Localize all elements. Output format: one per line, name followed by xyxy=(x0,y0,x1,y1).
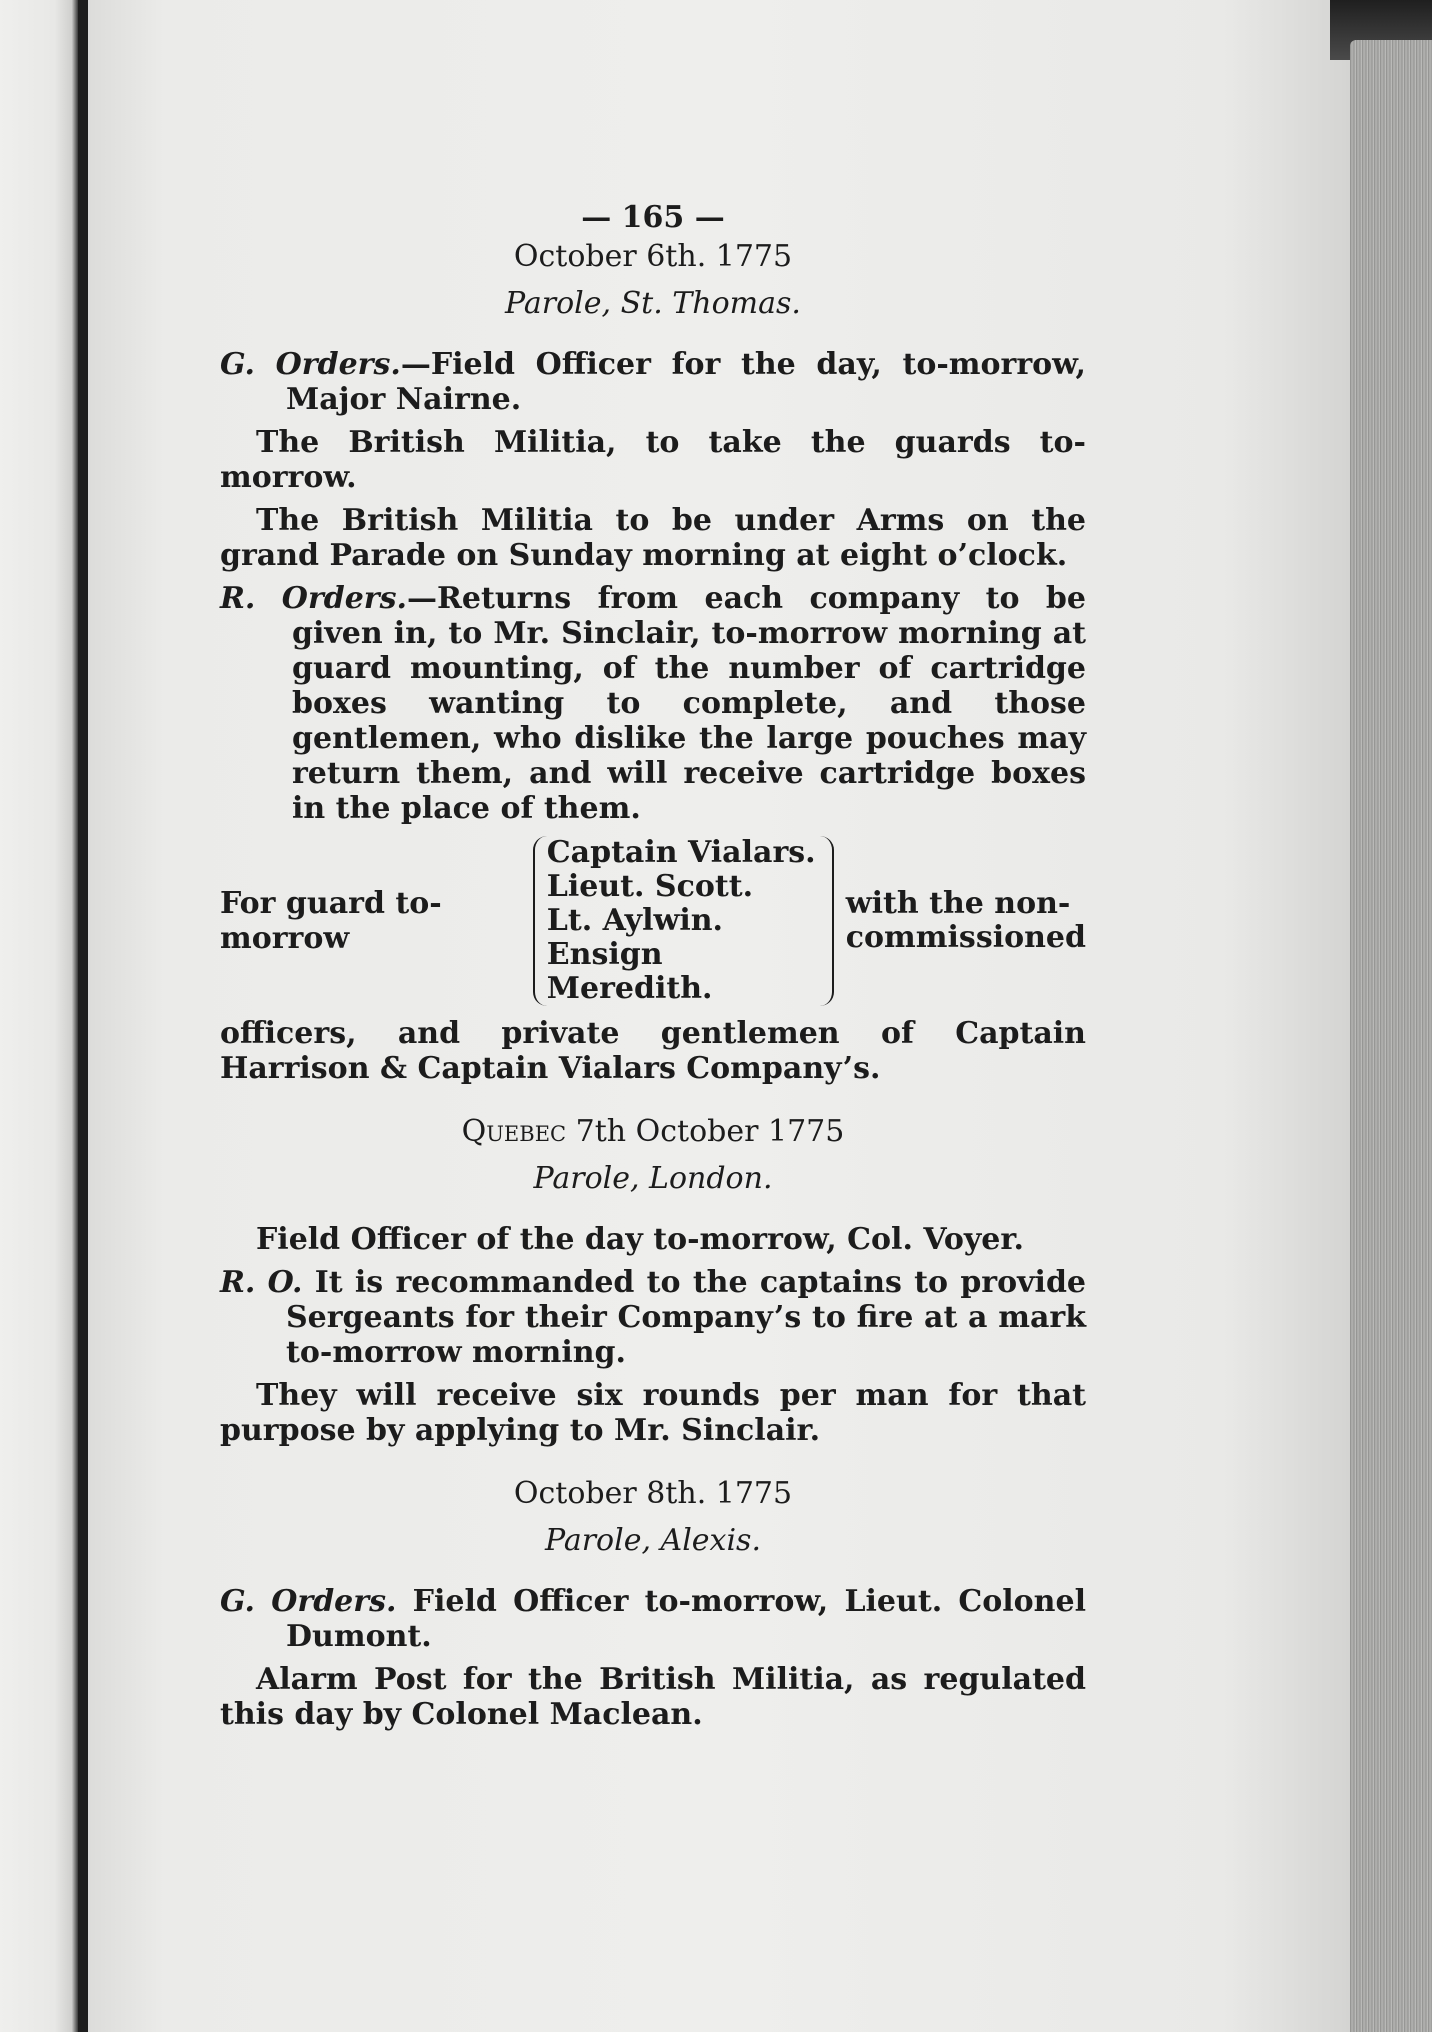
page-number: — 165 — xyxy=(581,200,725,235)
general-orders xyxy=(220,347,1086,417)
entry-parole: Parole, London. xyxy=(533,1161,773,1196)
regimental-orders xyxy=(220,581,1086,826)
left-page-margin xyxy=(0,0,78,2032)
page-edges xyxy=(1350,40,1432,2032)
entry-date: October 8th. 1775 xyxy=(513,1476,793,1511)
orders-label: G. Orders. xyxy=(220,347,401,382)
page-text xyxy=(220,200,1086,1740)
entry-date xyxy=(220,1114,1086,1149)
date-text: 7th October 1775 xyxy=(575,1114,845,1149)
paragraph: The British Militia, to take the guards to-morrow. xyxy=(220,425,1086,495)
paragraph: The British Militia to be under Arms on the grand Parade on Sunday morning at eight o’clock. xyxy=(220,503,1086,573)
guard-officer: Captain Vialars. xyxy=(546,835,816,870)
guard-officers xyxy=(533,836,834,1006)
guard-with-line: commissioned xyxy=(845,920,1086,955)
orders-text: —Field Officer for the day, to-morrow, Major Nairne. xyxy=(286,347,1086,417)
entry-date: October 6th. 1775 xyxy=(513,239,793,274)
guard-officer: Lieut. Scott. xyxy=(546,869,754,904)
entry-parole: Parole, Alexis. xyxy=(544,1523,761,1558)
orders-label: G. Orders. xyxy=(220,1584,397,1619)
guard-with-line: with the non- xyxy=(845,886,1071,921)
orders-label: R. Orders. xyxy=(220,581,407,616)
guard-officer: Ensign Meredith. xyxy=(546,937,713,1006)
guard-officer: Lt. Aylwin. xyxy=(546,903,723,938)
paragraph: They will receive six rounds per man for that purpose by applying to Mr. Sinclair. xyxy=(220,1378,1086,1448)
general-orders xyxy=(220,1584,1086,1654)
regimental-orders xyxy=(220,1265,1086,1370)
orders-label: R. O. xyxy=(220,1265,303,1300)
paragraph: Alarm Post for the British Militia, as regulated this day by Colonel Maclean. xyxy=(220,1662,1086,1732)
book-spine xyxy=(78,0,88,2032)
orders-text: —Returns from each company to be given in, to Mr. Sinclair, to-morrow morning at guard mounting, of the number of cartridge boxes wanting to complete, and those gentlemen, who dislike the large pouches may return them, and will receive cartridge boxes in the place of them. xyxy=(292,581,1086,826)
paragraph: Field Officer of the day to-morrow, Col. Voyer. xyxy=(256,1222,1024,1257)
date-place: Quebec xyxy=(461,1114,567,1149)
orders-text: It is recommanded to the captains to provide Sergeants for their Company’s to fire at a mark to-morrow morning. xyxy=(286,1265,1087,1370)
guard-label: For guard to-morrow xyxy=(220,886,442,956)
guard-with xyxy=(834,887,1086,955)
guard-roster xyxy=(220,836,1086,1006)
orders-text: Field Officer to-morrow, Lieut. Colonel Dumont. xyxy=(286,1584,1086,1654)
guard-tail: officers, and private gentlemen of Captain Harrison & Captain Vialars Company’s. xyxy=(220,1016,1086,1086)
entry-parole: Parole, St. Thomas. xyxy=(505,286,801,321)
